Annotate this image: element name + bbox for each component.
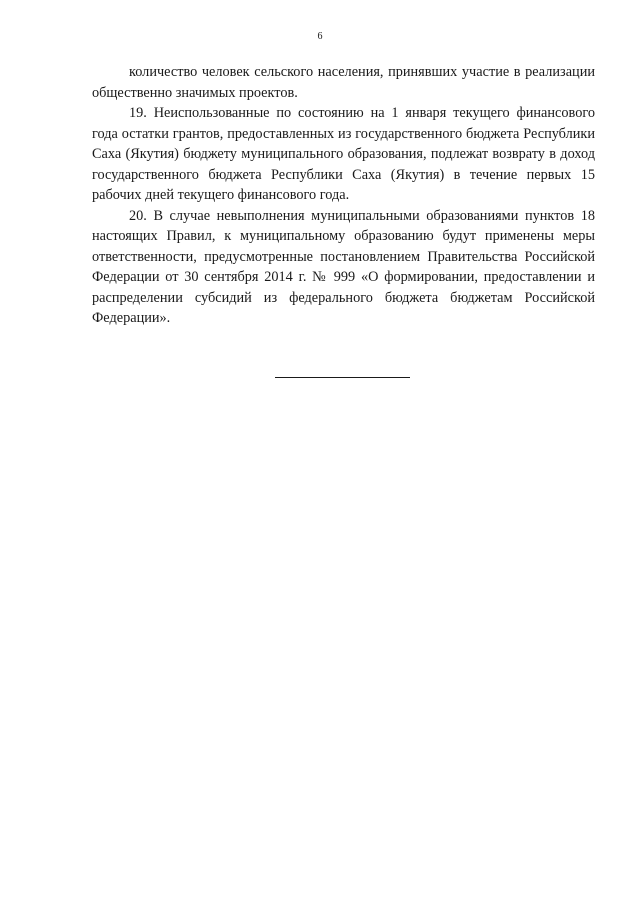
document-body [92, 62, 595, 329]
page-number: 6 [317, 31, 323, 42]
end-of-document-rule [275, 377, 410, 378]
paragraph-continuation: количество человек сельского населения, принявших участие в реализации общественно значимых проектов. [92, 64, 595, 101]
paragraph-20: 20. В случае невыполнения муниципальными образованиями пунктов 18 настоящих Правил, к муниципальному образованию будут применены меры ответственности, предусмотренные постановлением Правительства Российской Федерации от 30 сентября 2014 г. № 999 «О формировании, предоставлении и распределении субсидий из федерального бюджета бюджетам Российской Федерации». [92, 207, 595, 326]
paragraph-19: 19. Неиспользованные по состоянию на 1 января текущего финансового года остатки грантов, предоставленных из государственного бюджета Республики Саха (Якутия) бюджету муниципального образования, подлежат возврату в доход государственного бюджета Республики Саха (Якутия) в течение первых 15 рабочих дней текущего финансового года. [92, 105, 595, 203]
